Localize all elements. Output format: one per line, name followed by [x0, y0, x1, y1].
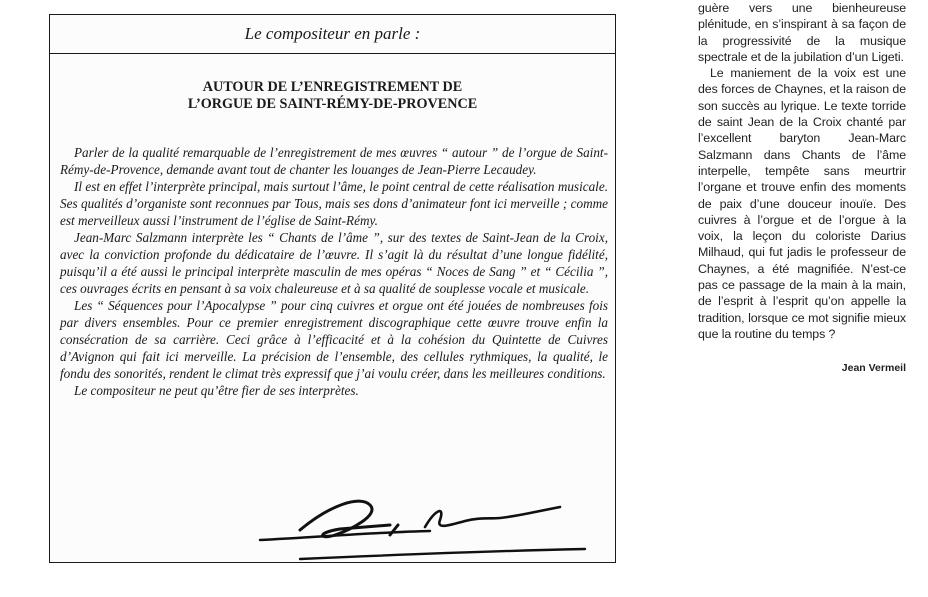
title-line-2: L’ORGUE DE SAINT-RÉMY-DE-PROVENCE — [187, 96, 478, 112]
statement-title — [50, 79, 615, 113]
column-paragraph-1: guère vers une bienheureuse plénitude, en s’inspirant à sa façon de la progressivité de la musique spectrale et de la jubilation d’un Ligeti. — [698, 1, 906, 64]
statement-body — [60, 144, 608, 399]
review-column — [698, 0, 906, 342]
paragraph: Jean-Marc Salzmann interprète les “ Chants de l’âme ”, sur des textes de Saint-Jean de la Croix, avec la conviction profonde du dédicataire de l’œuvre. Il s’agit là du résultat d’une longue fidélité, puisqu’il a été aussi le principal interprète masculin de mes opéras “ Noces de Sang ” et “ Cécilia ”, ces ouvrages écrits en pensant à sa voix chaleureuse et à sa qualité de souplesse vocale et musicale. — [60, 230, 608, 296]
column-paragraph-2: Le maniement de la voix est une des forces de Chaynes, et la raison de son succès au lyrique. Le texte torride de saint Jean de la Croix chanté par l’excellent baryton Jean-Marc Salzmann dans Chants de l’âme interpelle, tempête sans meurtrir l’organe et trouve enfin des moments de paix d’une douceur inouïe. Des cuivres à l’orgue et de l’orgue à la voix, la leçon du coloriste Darius Milhaud, qui fut jadis le professeur de Chaynes, a été magnifiée. N’est-ce pas ce passage de la main à la main, de l’esprit à l’esprit qu’on appelle la tradition, lorsque ce mot signifie mieux que la routine du temps ? — [698, 66, 906, 341]
signature — [240, 485, 590, 565]
paragraph: Les “ Séquences pour l’Apocalypse ” pour cinq cuivres et orgue ont été jouées de nombreuses fois par divers ensembles. Pour ce premier enregistrement discographique cette œuvre trouve enfin la consécration de sa carrière. Ceci grâce à l’efficacité et à la cohésion du Quintette de Cuivres d’Avignon qui fait ici merveille. La précision de l’ensemble, des cellules rythmiques, la qualité, le fondu des sonorités, rendent le climat très expressif que j’ai voulu créer, dans les meilleures conditions. — [60, 298, 608, 381]
paragraph: Parler de la qualité remarquable de l’enregistrement de mes œuvres “ autour ” de l’orgue de Saint-Rémy-de-Provence, demande avant tout de chanter les louanges de Jean-Pierre Lecaudey. — [60, 145, 608, 177]
paragraph: Il est en effet l’interprète principal, mais surtout l’âme, le point central de cette réalisation musicale. Ses qualités d’organiste sont reconnues par Tous, mais ses dons d’animateur font ici merveille ; comme est merveilleux aussi l’instrument de l’église de Saint-Rémy. — [60, 179, 608, 228]
composer-statement-box — [49, 14, 616, 563]
scan-speck — [470, 0, 590, 4]
box-header: Le compositeur en parle : — [50, 15, 615, 54]
paragraph: Le compositeur ne peut qu’être fier de ses interprètes. — [74, 383, 359, 398]
author-name: Jean Vermeil — [841, 362, 906, 374]
title-line-1: AUTOUR DE L’ENREGISTREMENT DE — [202, 79, 463, 95]
